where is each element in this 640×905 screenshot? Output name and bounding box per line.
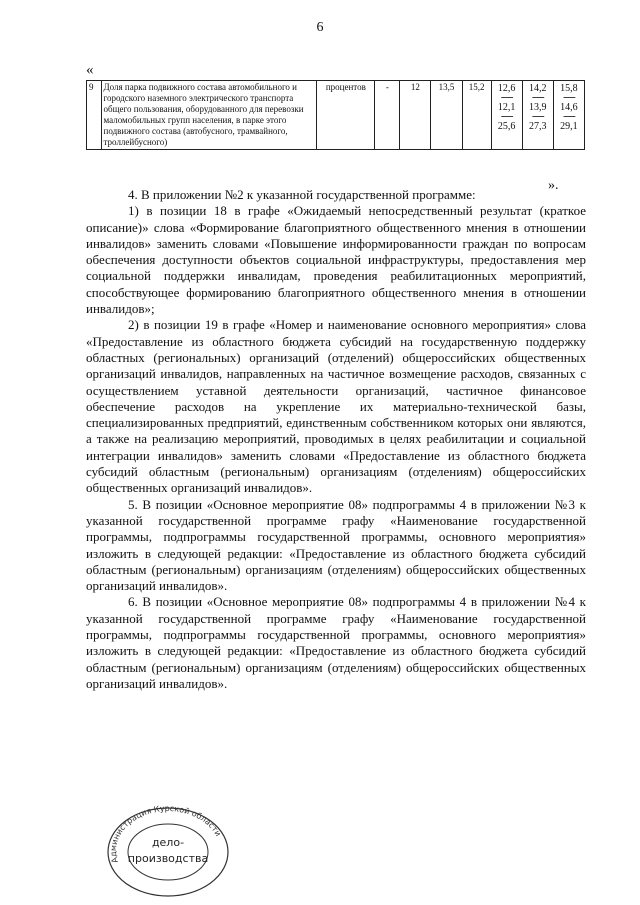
indicator-table (86, 80, 585, 150)
stacked-value: 25,6 (497, 121, 516, 132)
unit-cell: процентов (317, 81, 375, 150)
indicator-name-cell: Доля парка подвижного состава автомобильного и городского наземного электрического транспорта общего пользования, оборудованного для перевозки маломобильных групп населения, в парке этого подвижного состава (автобусного, трамвайного, троллейбусного) (101, 81, 317, 150)
table-row (87, 81, 585, 150)
value-cell: 12 (400, 81, 431, 150)
value-cell: 13,5 (431, 81, 462, 150)
stacked-value: 29,1 (560, 121, 578, 132)
stacked-value: 13,9 (529, 102, 547, 113)
page-number: 6 (316, 20, 324, 35)
paragraph-subitem-2: 2) в позиции 19 в графе «Номер и наименование основного мероприятия» слова «Предоставление из областного бюджета субсидий на государственную поддержку областных (региональных) организаций (отделений) общероссийских общественных организаций инвалидов, направленных на частичное возмещение расходов, связанных с осуществлением уставной деятельности организаций, частичное финансовое обеспечение расходов на укрепление их материально-технической базы, специализированных предприятий, единственным собственником которых они являются, а также на реализацию мероприятий, проводимых в целях реабилитации и социальной интеграции инвалидов» заменить словами «Предоставление из областного бюджета субсидий областным (региональным) организациям (отделениям) общероссийских общественных организаций инвалидов». (86, 317, 586, 496)
separator: ----- (531, 111, 544, 122)
paragraph-subitem-1: 1) в позиции 18 в графе «Ожидаемый непосредственный результат (краткое описание)» слова «Формирование благоприятного общественного мнения в отношении инвалидов» заменить словами «Повышение информированности граждан по вопросам обеспечения доступности объектов социальной инфраструктуры, предоставления мер социальной поддержки инвалидам, проведения реабилитационных мероприятий, способствующее формированию благоприятного общественного мнения в отношении инвалидов»; (86, 203, 586, 317)
stacked-value: 14,6 (560, 102, 578, 113)
separator: ----- (563, 92, 575, 103)
paragraph-item-6: 6. В позиции «Основное мероприятие 08» подпрограммы 4 в приложении №4 к указанной государственной программе графу «Наименование государственной программы, подпрограммы государственной программы, основного мероприятия» изложить в следующей редакции: «Предоставление из областного бюджета субсидий областным (региональным) организациям (отделениям) общероссийских общественных организаций инвалидов». (86, 594, 586, 691)
stamp-ring-text: Администрация Курской области (108, 803, 223, 864)
opening-quote: « (86, 62, 94, 78)
stacked-value: 14,2 (529, 83, 547, 94)
stamp-line-1: дело- (151, 836, 185, 849)
paragraph-item-4: 4. В приложении №2 к указанной государственной программе: (128, 187, 476, 202)
separator: ----- (500, 92, 513, 103)
separator: ----- (563, 111, 575, 122)
base-value-cell: - (375, 81, 400, 150)
stamp-line-2: производства (127, 852, 209, 865)
stacked-value-cell (522, 81, 553, 150)
stacked-value: 12,1 (497, 102, 516, 113)
separator: ----- (500, 111, 513, 122)
office-stamp (100, 800, 232, 898)
document-body (86, 187, 586, 692)
stacked-value: 12,6 (497, 83, 516, 94)
stacked-value-cell (491, 81, 522, 150)
value-cell: 15,2 (462, 81, 491, 150)
separator: ----- (531, 92, 544, 103)
stacked-value: 27,3 (529, 121, 547, 132)
stacked-value: 15,8 (560, 83, 578, 94)
stacked-value-cell (553, 81, 584, 150)
closing-quote: ». (548, 178, 559, 193)
paragraph-item-5: 5. В позиции «Основное мероприятие 08» подпрограммы 4 в приложении №3 к указанной государственной программе графу «Наименование государственной программы, подпрограммы государственной программы, основного мероприятия» изложить в следующей редакции: «Предоставление из областного бюджета субсидий областным (региональным) организациям (отделениям) общероссийских общественных организаций инвалидов». (86, 496, 586, 594)
row-number-cell: 9 (87, 81, 102, 150)
